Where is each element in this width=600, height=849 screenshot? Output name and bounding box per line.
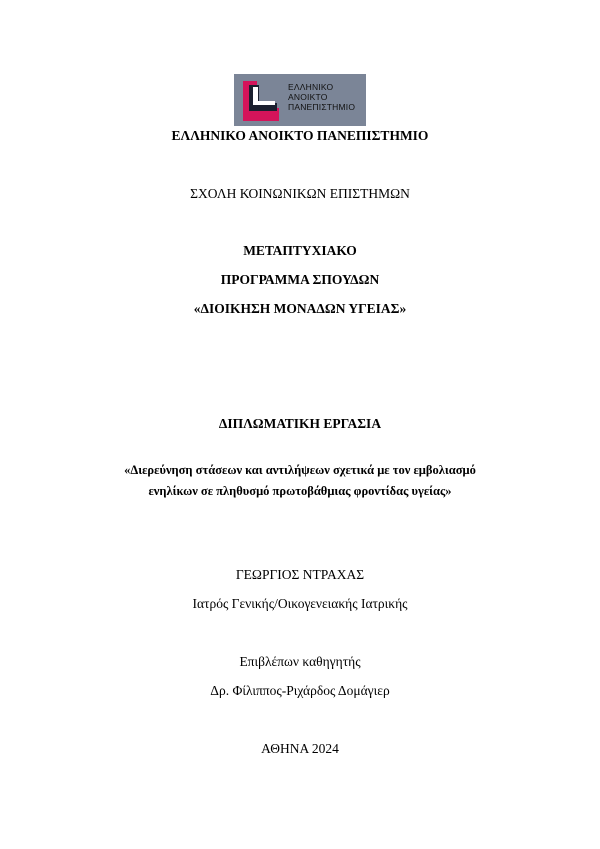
program-line-1: ΜΕΤΑΠΤΥΧΙΑΚΟ xyxy=(243,243,357,258)
university-logo xyxy=(234,74,366,126)
university-logo-mark xyxy=(234,74,286,126)
school-name: ΣΧΟΛΗ ΚΟΙΝΩΝΙΚΩΝ ΕΠΙΣΤΗΜΩΝ xyxy=(190,186,410,201)
thesis-title-line-2: ενηλίκων σε πληθυσμό πρωτοβάθμιας φροντίδας υγείας» xyxy=(148,484,452,498)
place-date: ΑΘΗΝΑ 2024 xyxy=(261,741,339,756)
logo-line-1: ΕΛΛΗΝΙΚΟ xyxy=(288,82,334,92)
supervisor-label: Επιβλέπων καθηγητής xyxy=(239,654,361,669)
logo-wordmark xyxy=(288,82,355,112)
program-line-2: ΠΡΟΓΡΑΜΜΑ ΣΠΟΥΔΩΝ xyxy=(220,272,380,287)
logo-line-2: ΑΝΟΙΚΤΟ xyxy=(288,92,328,102)
thesis-title-line-1: «Διερεύνηση στάσεων και αντιλήψεων σχετικά με τον εμβολιασμό xyxy=(124,463,476,477)
author-name: ΓΕΩΡΓΙΟΣ ΝΤΡΑΧΑΣ xyxy=(235,567,365,582)
supervisor-name: Δρ. Φίλιππος-Ριχάρδος Δομάγιερ xyxy=(210,683,390,698)
university-name: ΕΛΛΗΝΙΚΟ ΑΝΟΙΚΤΟ ΠΑΝΕΠΙΣΤΗΜΙΟ xyxy=(171,128,429,143)
author-title: Ιατρός Γενικής/Οικογενειακής Ιατρικής xyxy=(192,596,408,611)
logo-line-3: ΠΑΝΕΠΙΣΤΗΜΙΟ xyxy=(288,102,356,112)
document-type: ΔΙΠΛΩΜΑΤΙΚΗ ΕΡΓΑΣΙΑ xyxy=(218,416,382,431)
program-line-3: «ΔΙΟΙΚΗΣΗ ΜΟΝΑΔΩΝ ΥΓΕΙΑΣ» xyxy=(193,301,407,316)
